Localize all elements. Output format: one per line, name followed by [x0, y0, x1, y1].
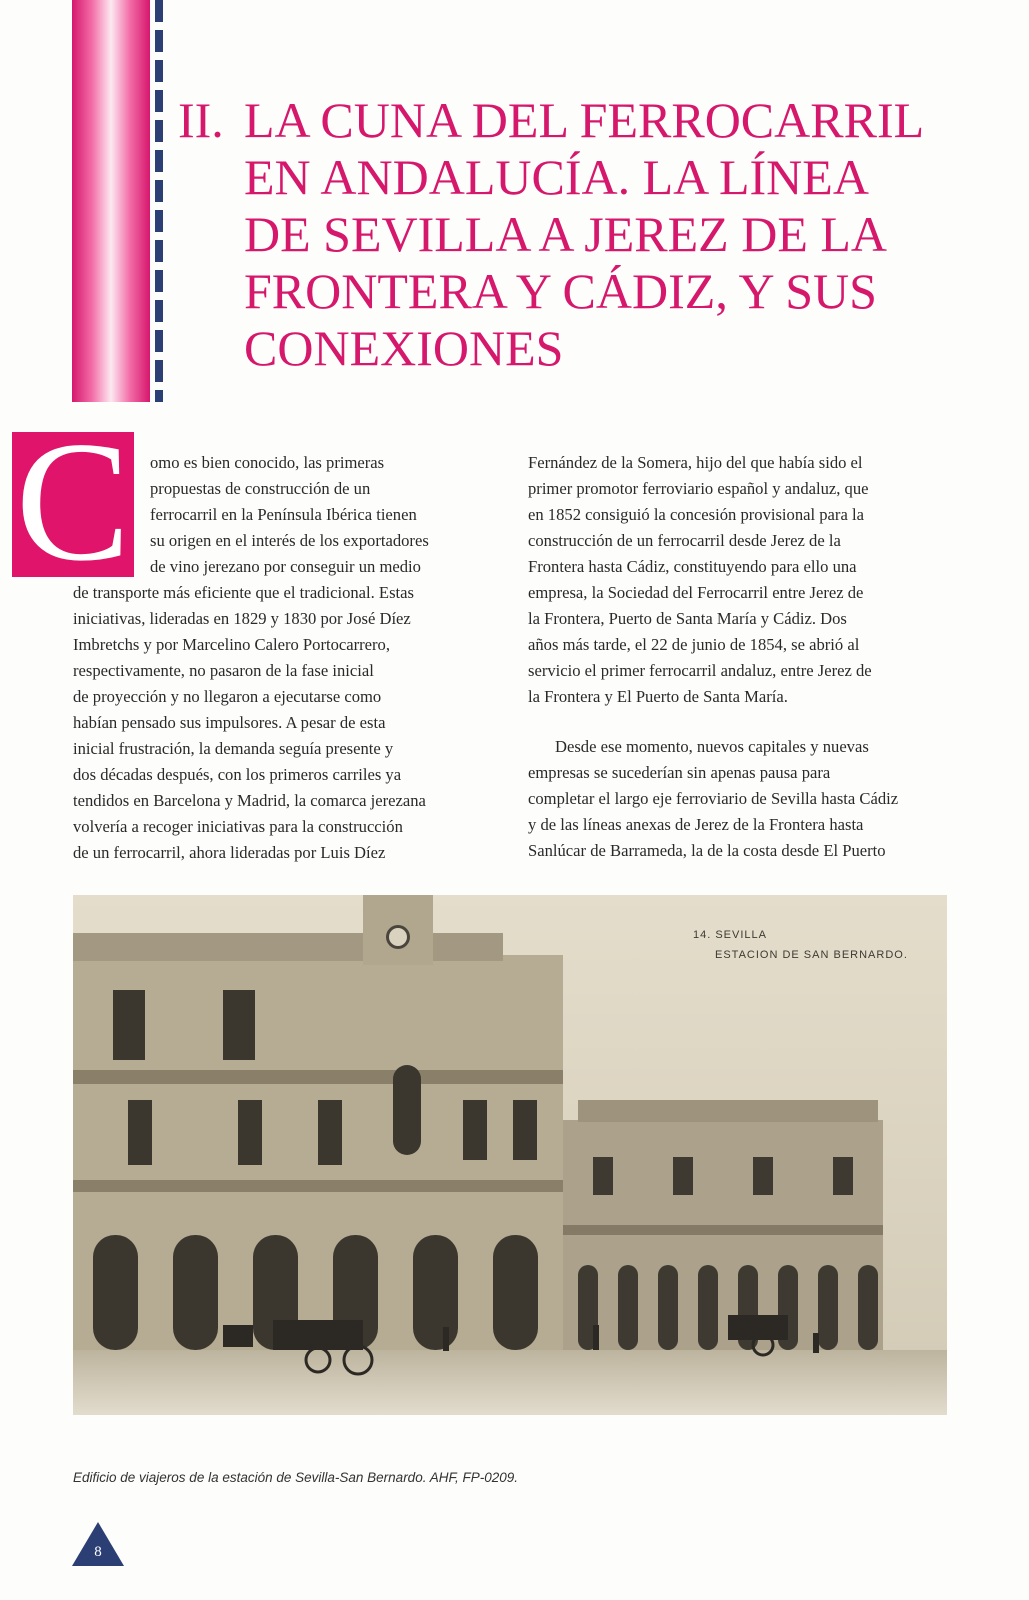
text-line: empresa, la Sociedad del Ferrocarril entre Jerez de — [528, 583, 864, 602]
chapter-title-line: FRONTERA Y CÁDIZ, Y SUS — [244, 263, 877, 319]
drop-cap: C — [12, 432, 134, 577]
text-line: omo es bien conocido, las primeras — [150, 453, 385, 472]
page-number: 8 — [94, 1544, 102, 1560]
paragraph-gap — [528, 710, 948, 734]
text-line: servicio el primer ferrocarril andaluz, entre Jerez de — [528, 661, 872, 680]
text-line: primer promotor ferroviario español y andaluz, que — [528, 479, 869, 498]
text-line: y de las líneas anexas de Jerez de la Frontera hasta — [528, 815, 864, 834]
chapter-title — [178, 92, 978, 377]
text-line: de vino jerezano por conseguir un medio — [150, 557, 421, 576]
text-line: Imbretchs y por Marcelino Calero Portocarrero, — [73, 635, 391, 654]
text-line: la Frontera y El Puerto de Santa María. — [528, 687, 788, 706]
chapter-title-line: CONEXIONES — [244, 320, 564, 376]
chapter-title-line: LA CUNA DEL FERROCARRIL — [244, 92, 925, 148]
text-line: dos décadas después, con los primeros carriles ya — [73, 765, 402, 784]
text-line: Fernández de la Somera, hijo del que había sido el — [528, 453, 863, 472]
text-line: empresas se sucederían sin apenas pausa para — [528, 763, 831, 782]
text-line: su origen en el interés de los exportadores — [150, 531, 429, 550]
text-line: en 1852 consiguió la concesión provisional para la — [528, 505, 864, 524]
text-line: tendidos en Barcelona y Madrid, la comarca jerezana — [73, 791, 426, 810]
photo-label-line: 14. SEVILLA — [693, 929, 767, 941]
chapter-decorative-bar — [72, 0, 150, 402]
text-line: completar el largo eje ferroviario de Sevilla hasta Cádiz — [528, 789, 899, 808]
text-line: años más tarde, el 22 de junio de 1854, se abrió al — [528, 635, 860, 654]
page-number-badge — [72, 1522, 124, 1566]
text-line: de proyección y no llegaron a ejecutarse como — [73, 687, 382, 706]
text-line: volvería a recoger iniciativas para la construcción — [73, 817, 403, 836]
text-line: propuestas de construcción de un — [150, 479, 371, 498]
text-line: respectivamente, no pasaron de la fase inicial — [73, 661, 374, 680]
text-line: de un ferrocarril, ahora lideradas por Luis Díez — [73, 843, 386, 862]
station-photo — [73, 895, 947, 1415]
station-photo-illustration — [73, 895, 947, 1415]
text-line: iniciativas, lideradas en 1829 y 1830 por José Díez — [73, 609, 411, 628]
text-line: habían pensado sus impulsores. A pesar de esta — [73, 713, 386, 732]
text-line: Desde ese momento, nuevos capitales y nuevas — [555, 737, 869, 756]
chapter-dashed-rule — [155, 0, 163, 402]
chapter-title-line: DE SEVILLA A JEREZ DE LA — [244, 206, 888, 262]
text-line: la Frontera, Puerto de Santa María y Cádiz. Dos — [528, 609, 847, 628]
text-line: ferrocarril en la Península Ibérica tienen — [150, 505, 417, 524]
chapter-number: II. — [178, 92, 224, 148]
text-line: Sanlúcar de Barrameda, la de la costa desde El Puerto — [528, 841, 886, 860]
text-line: de transporte más eficiente que el tradicional. Estas — [73, 583, 414, 602]
photo-label-line: ESTACION DE SAN BERNARDO. — [715, 949, 908, 961]
photo-caption: Edificio de viajeros de la estación de Sevilla-San Bernardo. AHF, FP-0209. — [73, 1470, 518, 1485]
body-column-left — [73, 450, 493, 866]
body-column-right — [528, 450, 948, 864]
text-line: Frontera hasta Cádiz, constituyendo para ello una — [528, 557, 857, 576]
chapter-title-line: EN ANDALUCÍA. LA LÍNEA — [244, 149, 869, 205]
photo-postcard-label — [693, 925, 908, 965]
text-line: inicial frustración, la demanda seguía presente y — [73, 739, 394, 758]
text-line: construcción de un ferrocarril desde Jerez de la — [528, 531, 841, 550]
